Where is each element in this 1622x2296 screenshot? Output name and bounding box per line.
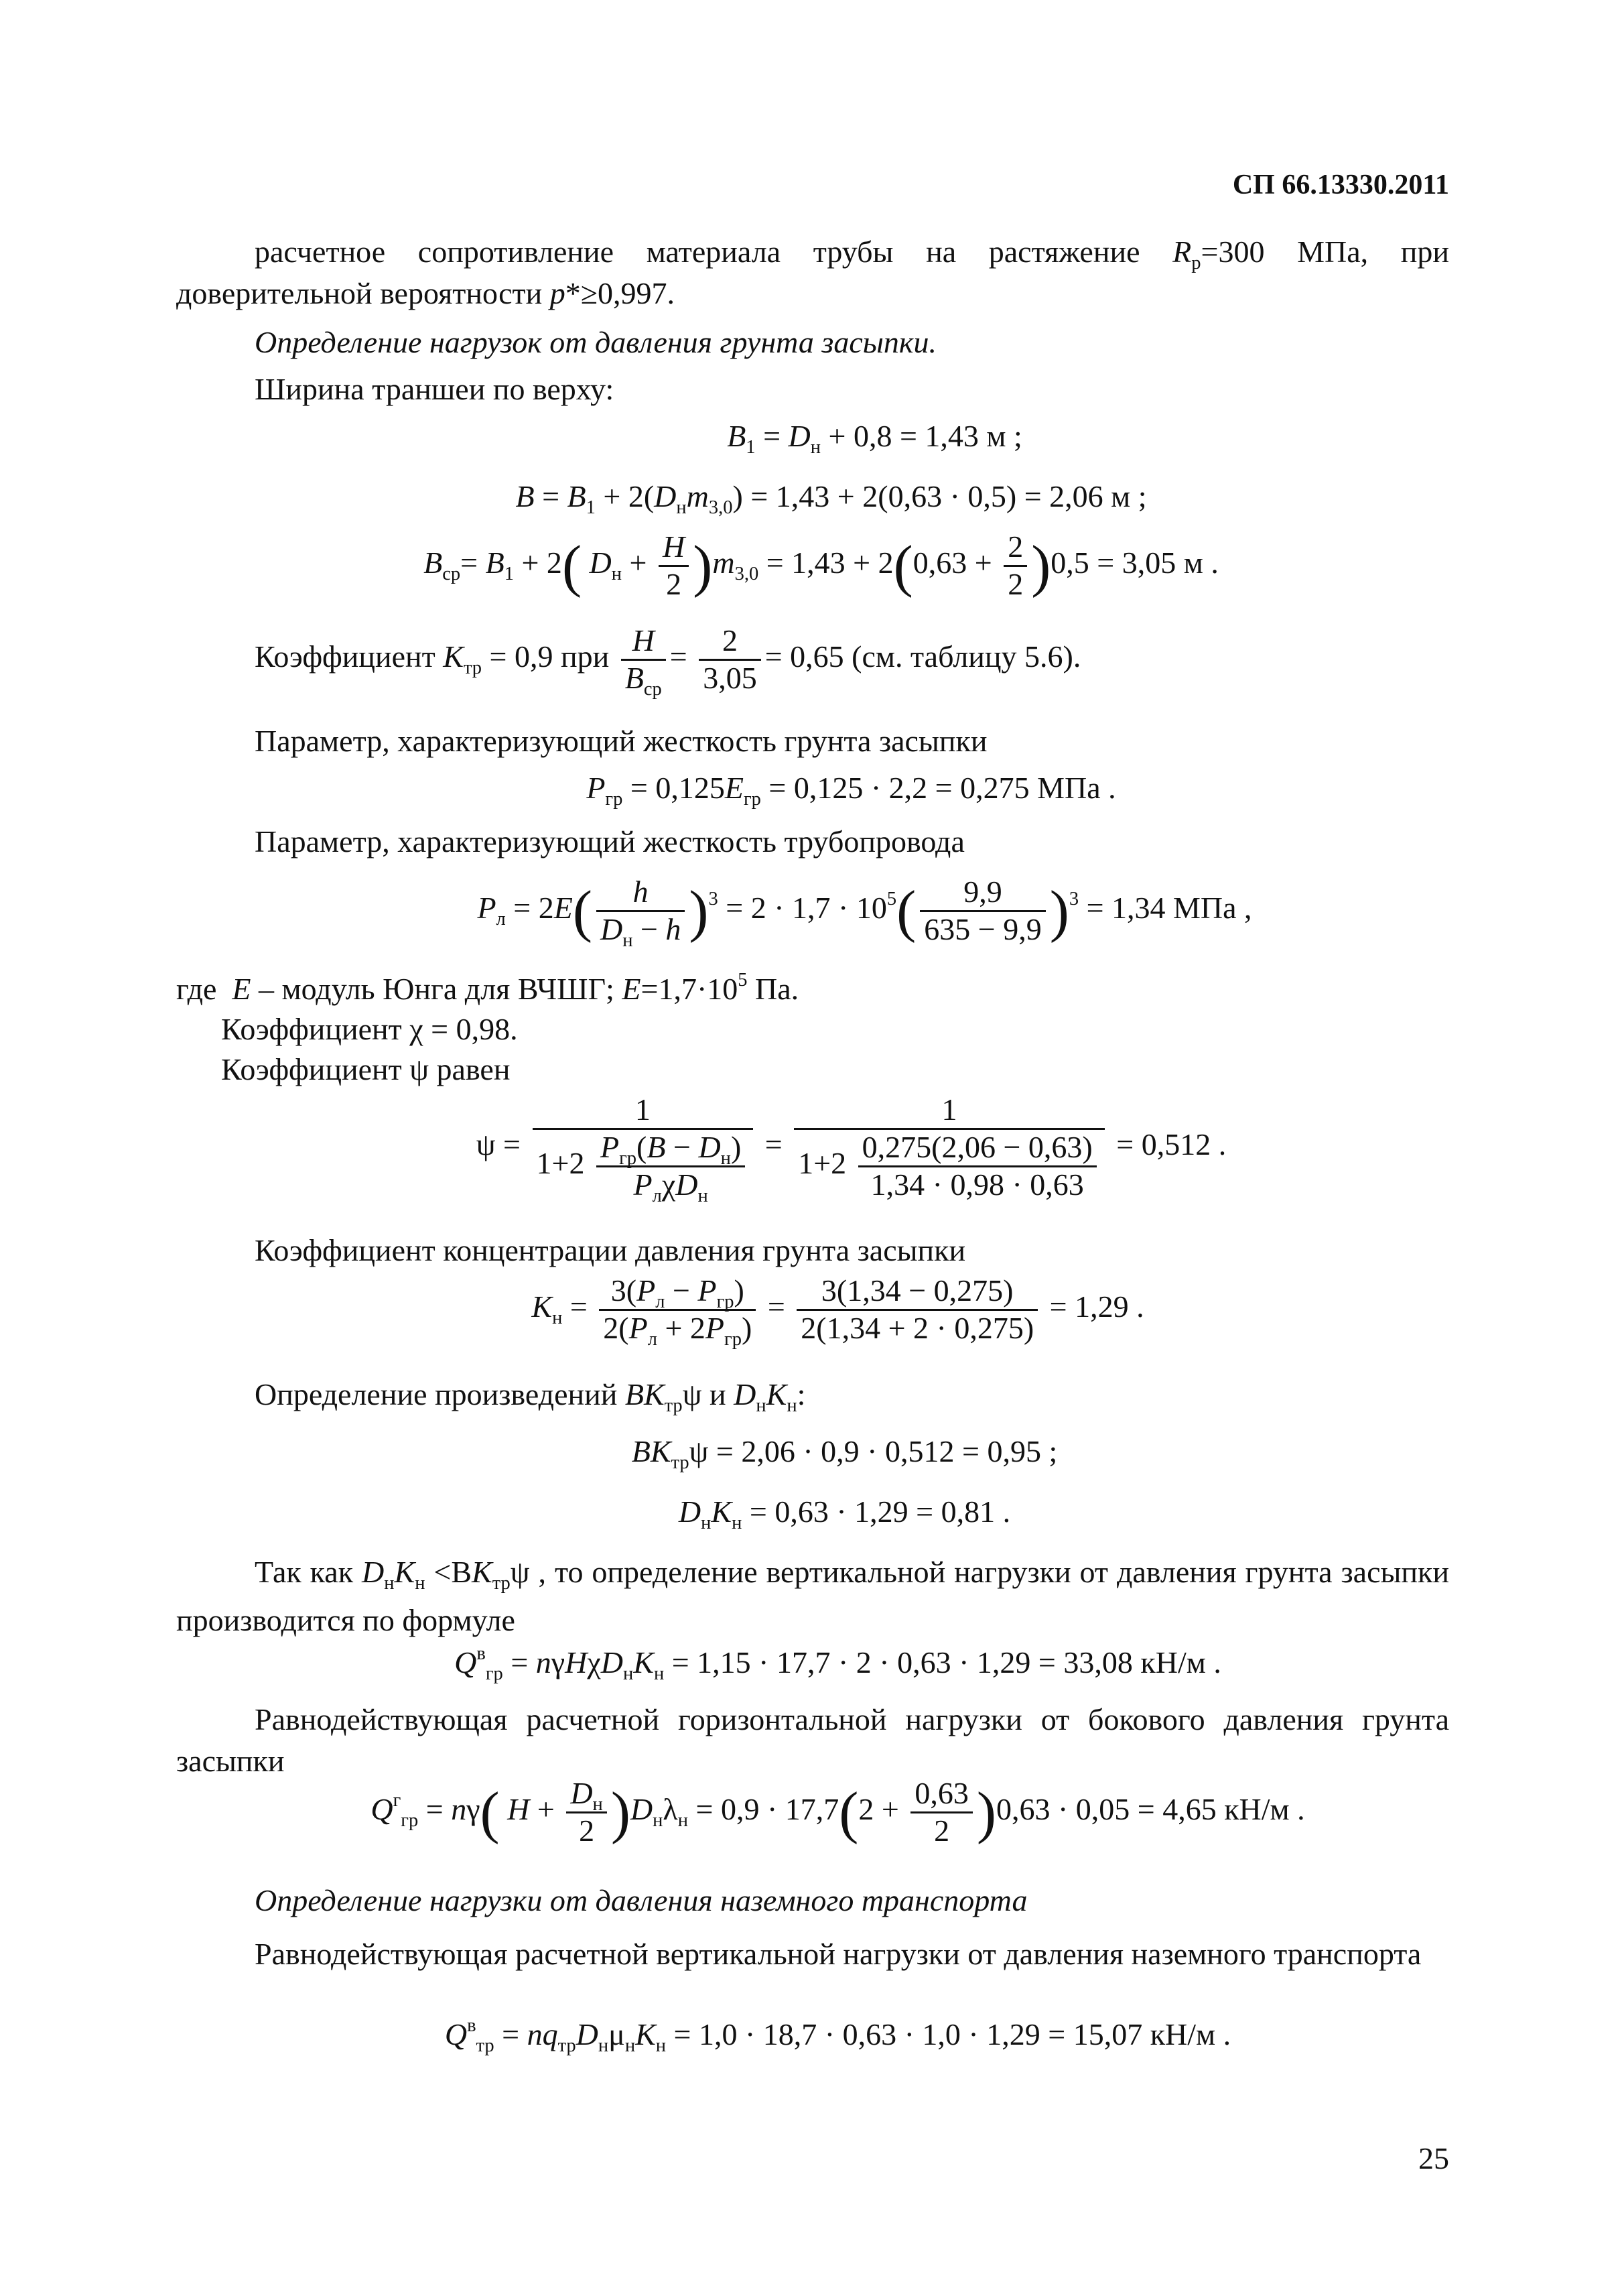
document-code-header: СП 66.13330.2011 [1232, 170, 1449, 200]
formula-k-n: $K_н$ = $\frac{3(P_л - P_{гр})}{2(P_л + 2P_{гр})}$ = $\frac{3(1,34 - 0,275)}{2(1,34 + 2 \cdot 0,275)}$ = 1,29 . [531, 1273, 1144, 1350]
formula-b: $B = B_1 + 2(D_нm_{3,0}) = 1,43 + 2(0,63 \cdot 0,5) = 2,06$ м ; [515, 479, 1147, 518]
paragraph-concentration: Коэффициент концентрации давления грунта засыпки [255, 1233, 966, 1267]
paragraph-pipe-stiffness: Параметр, характеризующий жесткость трубопровода [255, 824, 965, 858]
paragraph-horizontal-load: Равнодействующая расчетной горизонтальной нагрузки от бокового давления грунта засыпки [176, 1702, 1449, 1778]
formula-q-g-gr: $Q^г_{гр} = n\gamma$( H + $\frac{D_н}{2}$ )$D_н\lambda_н = 0,9 \cdot 17,7(2$ + $\frac{0,63}{2}$ )0,63 · 0,05 = 4,65 кН/м . [370, 1776, 1305, 1848]
page-number: 25 [1418, 2141, 1449, 2175]
formula-q-v-gr: $Q^в_{гр} = n\gamma H\chi D_нK_н = 1,15 \cdot 17,7 \cdot 2 \cdot 0,63 \cdot 1,29 = 33,08$ кН/м . [454, 1643, 1221, 1684]
paragraph-products: Определение произведений $BK_{тр}\psi$ и $D_нK_н$: [255, 1377, 806, 1416]
paragraph-soil-stiffness: Параметр, характеризующий жесткость грунта засыпки [255, 724, 988, 758]
paragraph-chi: Коэффициент χ = 0,98. [221, 1012, 518, 1046]
formula-psi: ψ = 1 1+2 $\frac{P_{гр}(B - D_н)}{P_л\chi D_н}$ = 1 1+2 $\frac{0,275(2,06 - 0,63)}{1,34 \cdot 0,98 \cdot 0,63}$ = 0,512 . [476, 1092, 1227, 1206]
formula-p-l: $P_л = 2E$( $\frac{h}{D_н - h}$ )$^3 = 2 \cdot 1,7 \cdot 10^5$( $\frac{9,9}{635 - 9,9}$ )$^3$ = 1,34 МПа , [477, 875, 1252, 951]
formula-bk-psi: $BK_{тр}\psi = 2,06 \cdot 0,9 \cdot 0,512 = 0,95$ ; [631, 1434, 1058, 1473]
section-heading-backfill: Определение нагрузок от давления грунта засыпки. [255, 325, 937, 359]
formula-b-avg: $B_{ср}= B_1 + 2$( $D_н$ + $\frac{H}{2}$ )$m_{3,0} = 1,43 + 2(0,63$ + $\frac{2}{2}$ )0,5 = 3,05 м . [423, 529, 1219, 601]
paragraph-young-modulus: где E – модуль Юнга для ВЧШГ; $E=1,7\cdot 10^5$ Па. [176, 970, 799, 1006]
formula-dk: $D_нK_н = 0,63 \cdot 1,29 = 0,81$ . [678, 1494, 1011, 1533]
section-heading-transport: Определение нагрузки от давления наземного транспорта [255, 1883, 1028, 1917]
paragraph-trench-width: Ширина траншеи по верху: [255, 372, 614, 406]
formula-q-v-tr: $Q^в_{тр} = nq_{тр}D_н\mu_нK_н = 1,0 \cdot 18,7 \cdot 0,63 \cdot 1,0 \cdot 1,29 = 15,07$ кН/м . [444, 2015, 1231, 2056]
paragraph-material-resistance: расчетное сопротивление материала трубы на растяжение $R_р=300$ МПа, при доверительной вероятности p*≥0,997. [176, 235, 1449, 310]
formula-k-tr: Коэффициент $K_{тр} = 0,9$ при $\frac{H}{B_{ср}}$ = $\frac{2}{3,05}$ = 0,65 (см. таблицу 5.6). [255, 623, 1081, 700]
paragraph-psi: Коэффициент ψ равен [221, 1052, 511, 1086]
paragraph-transport-load: Равнодействующая расчетной вертикальной нагрузки от давления наземного транспорта [255, 1937, 1422, 1971]
formula-p-gr: $P_{гр} = 0,125E_{гр} = 0,125 \cdot 2,2 = 0,275$ МПа . [586, 771, 1116, 810]
paragraph-vertical-load-condition: Так как $D_нK_н <BK_{тр}\psi$ , то определение вертикальной нагрузки от давления грунта засыпки производится по формуле [176, 1555, 1449, 1637]
formula-b1: $B_1 = D_н + 0,8 = 1,43$ м ; [727, 419, 1022, 458]
